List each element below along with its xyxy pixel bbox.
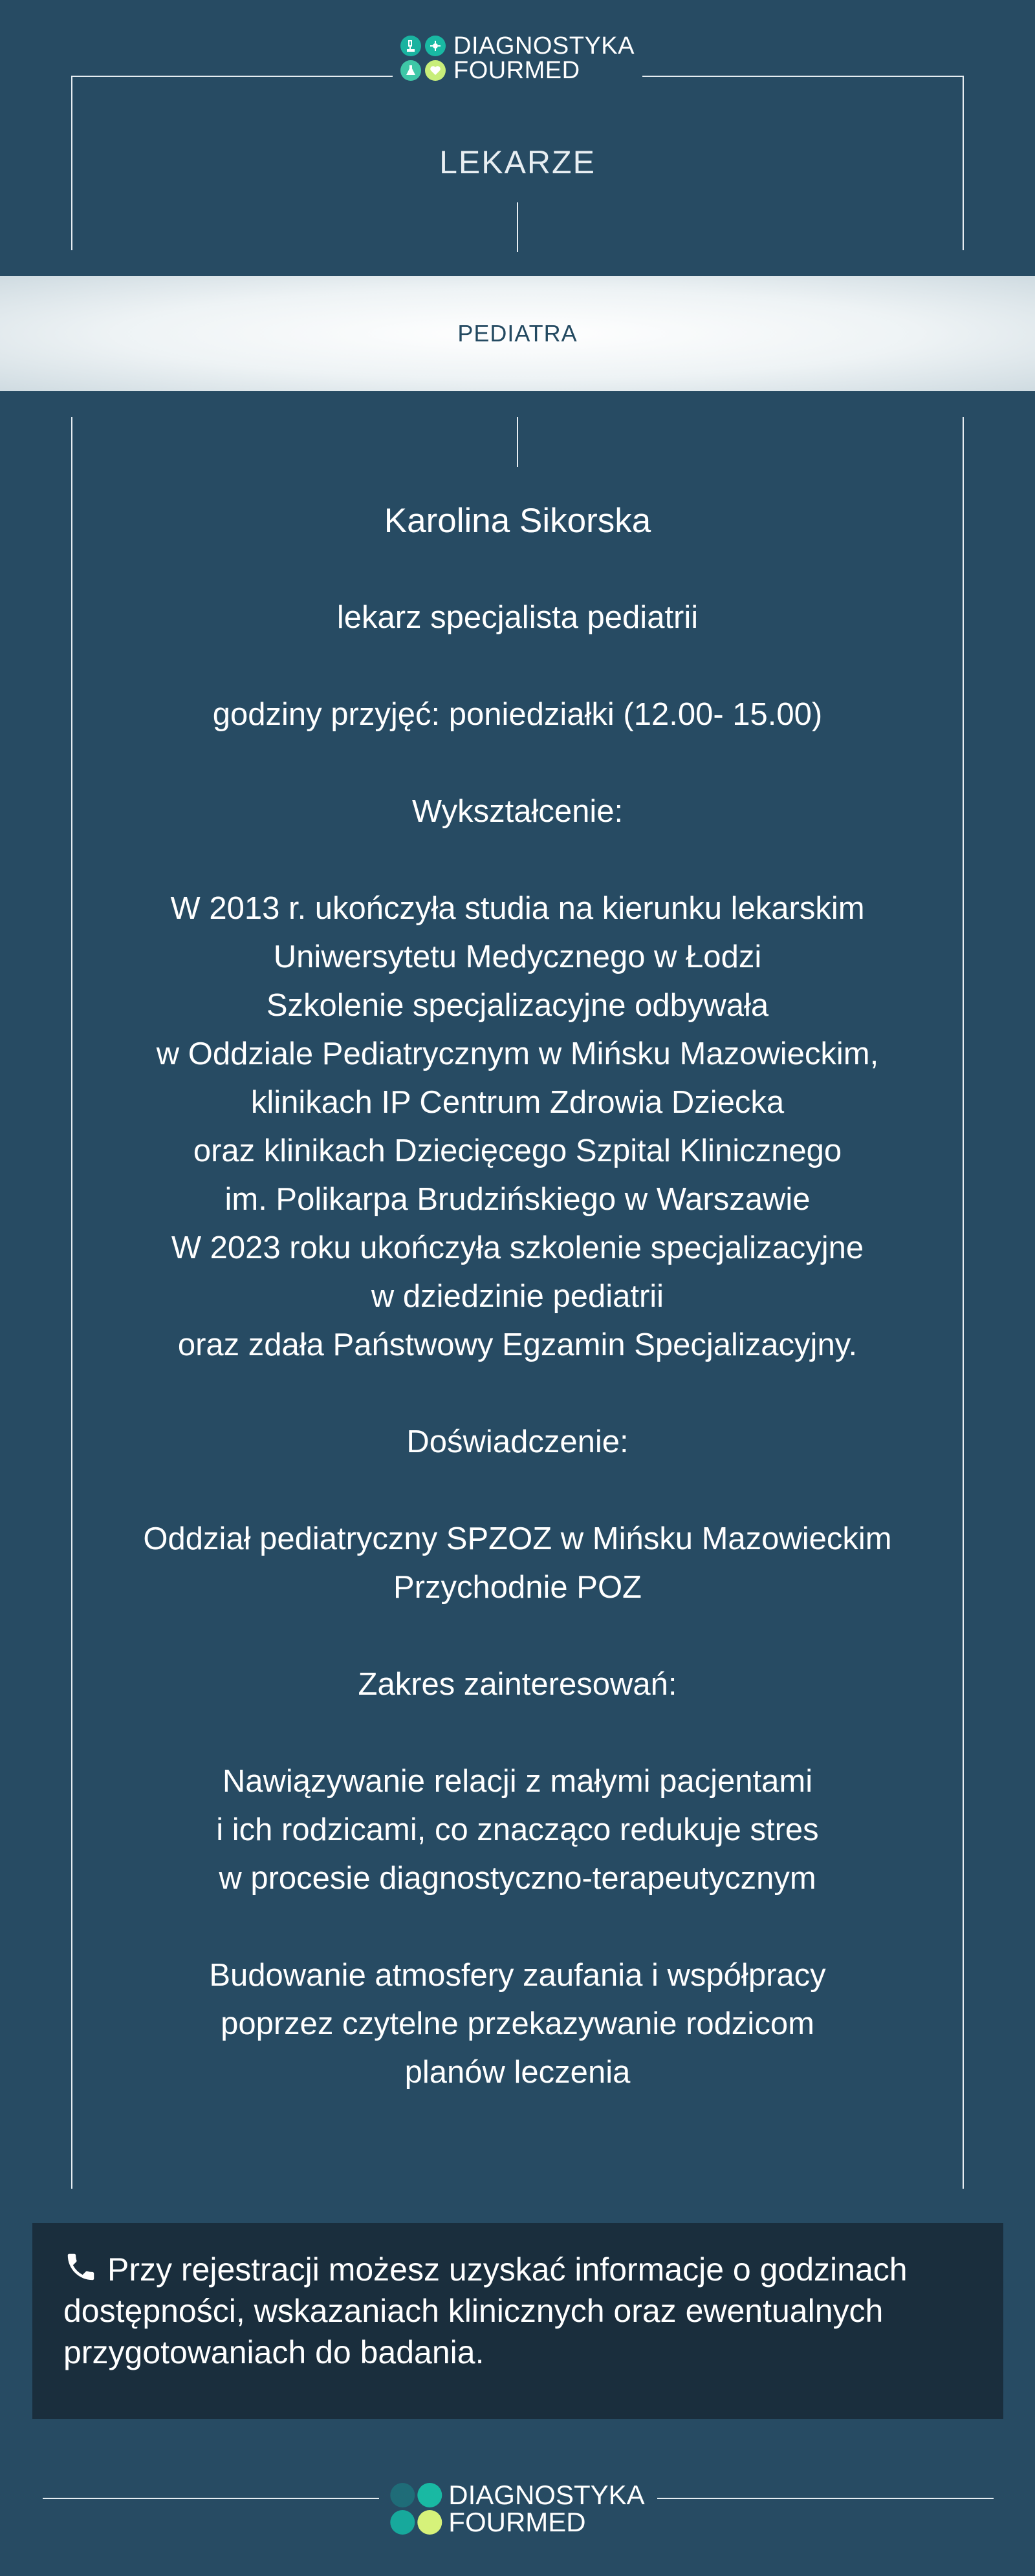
- frame-right-lower-line: [963, 417, 964, 2189]
- frame-center-lower-line: [517, 417, 518, 467]
- frame-top-left-line: [71, 76, 408, 77]
- interests-line: i ich rodzicami, co znacząco redukuje stres: [216, 1812, 819, 1847]
- doctor-hours: godziny przyjęć: poniedziałki (12.00- 15.00): [212, 697, 823, 732]
- specialty-label: PEDIATRA: [457, 320, 578, 347]
- footer-logo-line-1: DIAGNOSTYKA: [448, 2480, 645, 2510]
- phone-icon: [63, 2249, 98, 2284]
- footer-logo-dots: [390, 2483, 442, 2535]
- doctor-title: lekarz specjalista pediatrii: [336, 600, 699, 635]
- experience-line: Oddział pediatryczny SPZOZ w Mińsku Mazowieckim: [143, 1521, 892, 1556]
- interests-line: planów leczenia: [404, 2055, 631, 2090]
- registration-info-box: [32, 2223, 1003, 2419]
- doctor-name: Karolina Sikorska: [384, 502, 651, 540]
- education-line: W 2013 r. ukończyła studia na kierunku lekarskim: [170, 891, 865, 926]
- footer-logo-wordmark: [448, 2482, 644, 2536]
- interests-heading: Zakres zainteresowań:: [358, 1667, 677, 1702]
- interests-line: poprzez czytelne przekazywanie rodzicom: [221, 2006, 814, 2041]
- education-line: im. Polikarpa Brudzińskiego w Warszawie: [224, 1182, 811, 1217]
- virus-icon: [425, 36, 446, 56]
- footer-dot-teal: [417, 2483, 442, 2507]
- experience-heading: Doświadczenie:: [406, 1424, 629, 1459]
- brand-logo[interactable]: [393, 34, 642, 83]
- experience-line: Przychodnie POZ: [393, 1570, 642, 1605]
- footer-dot-dark-teal: [390, 2483, 415, 2507]
- frame-top-right-line: [627, 76, 964, 77]
- education-line: w Oddziale Pediatrycznym w Mińsku Mazowieckim,: [156, 1036, 879, 1071]
- frame-left-lower-line: [71, 417, 72, 2189]
- education-line: w dziedzinie pediatrii: [371, 1279, 664, 1314]
- logo-line-1: DIAGNOSTYKA: [453, 32, 635, 59]
- logo-line-2: FOURMED: [453, 57, 580, 84]
- frame-center-upper-line: [517, 202, 518, 252]
- heart-icon: [425, 60, 446, 81]
- footer-dot-lime: [417, 2510, 442, 2535]
- interests-line: Nawiązywanie relacji z małymi pacjentami: [222, 1764, 813, 1799]
- education-line: Szkolenie specjalizacyjne odbywała: [266, 988, 769, 1023]
- footer-brand-logo[interactable]: [380, 2482, 655, 2536]
- education-line: W 2023 roku ukończyła szkolenie specjalizacyjne: [171, 1230, 864, 1265]
- education-heading: Wykształcenie:: [411, 794, 624, 829]
- registration-info-text: Przy rejestracji możesz uzyskać informacje o godzinach dostępności, wskazaniach klinicznych oraz ewentualnych przygotowaniach do badania.: [63, 2251, 908, 2370]
- footer-dot-teal-2: [390, 2510, 415, 2535]
- footer-logo-line-2: FOURMED: [448, 2507, 586, 2537]
- education-line: Uniwersytetu Medycznego w Łodzi: [273, 939, 762, 974]
- footer-left-line: [43, 2498, 379, 2499]
- doctor-profile: [97, 497, 938, 2097]
- logo-wordmark: [453, 34, 635, 83]
- interests-line: Budowanie atmosfery zaufania i współpracy: [209, 1958, 826, 1993]
- education-line: klinikach IP Centrum Zdrowia Dziecka: [250, 1085, 785, 1120]
- specialty-band: [0, 276, 1035, 391]
- education-line: oraz klinikach Dziecięcego Szpital Klinicznego: [193, 1133, 842, 1168]
- flask-icon: [400, 60, 421, 81]
- section-title: LEKARZE: [439, 144, 596, 180]
- footer-right-line: [657, 2498, 994, 2499]
- logo-dots: [400, 36, 446, 81]
- microscope-icon: [400, 36, 421, 56]
- interests-line: w procesie diagnostyczno-terapeutycznym: [219, 1861, 816, 1896]
- education-line: oraz zdała Państwowy Egzamin Specjalizacyjny.: [177, 1327, 858, 1362]
